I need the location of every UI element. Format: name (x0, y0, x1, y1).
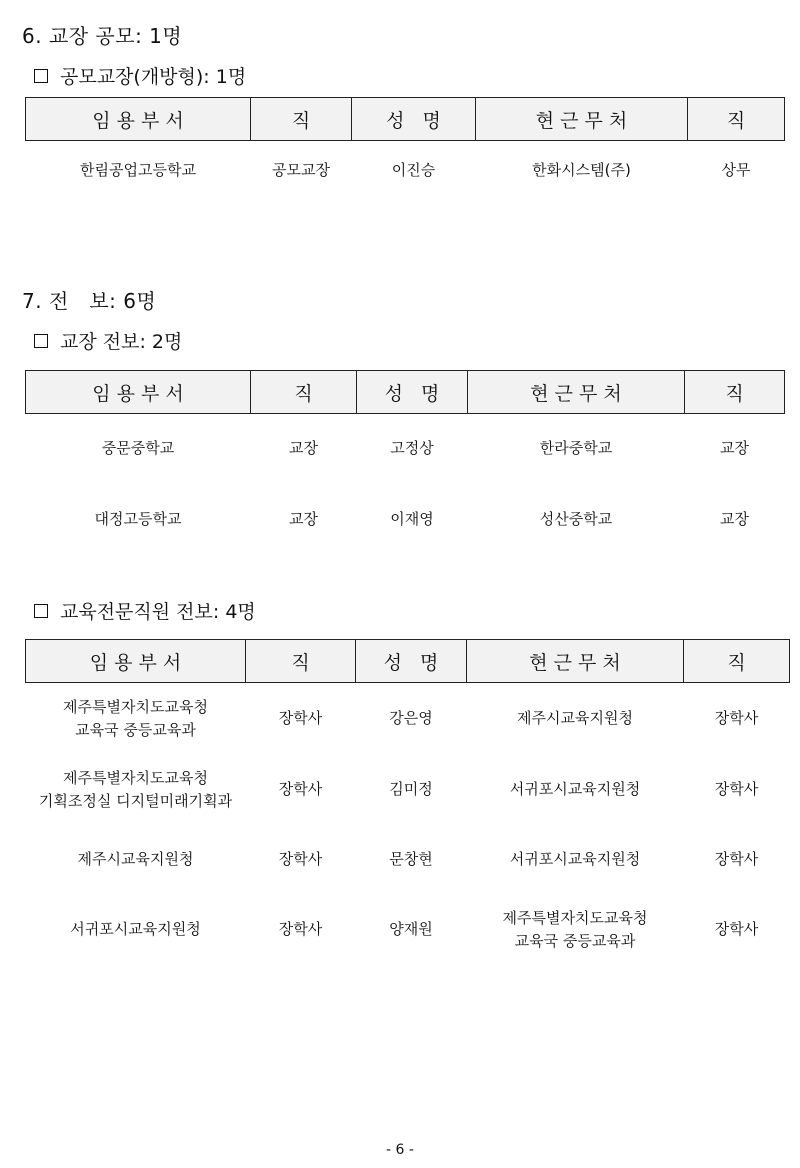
header-position: 직 (251, 98, 352, 141)
page-number: - 6 - (386, 1142, 414, 1158)
table-row (26, 755, 790, 825)
cell-current-office: 서귀포시교육지원청 (509, 780, 641, 798)
header-current-office: 현 근 무 처 (468, 371, 685, 414)
cell-name: 양재원 (389, 920, 433, 938)
cell-appointing-office: 제주시교육지원청 (77, 850, 194, 868)
table-row (26, 895, 790, 965)
header-appointing-office: 임 용 부 서 (26, 371, 251, 414)
table-row (26, 141, 785, 201)
section-7-subheading-staff (34, 597, 256, 624)
section-7-subheading-principal-text: 교장 전보: 2명 (60, 331, 183, 353)
cell-name: 이진승 (391, 161, 436, 180)
section-7-subheading-principal (34, 327, 182, 354)
header-current-position: 직 (688, 98, 785, 141)
table-row (26, 484, 785, 556)
header-current-position: 직 (685, 371, 785, 414)
section-6-subheading (34, 62, 246, 89)
cell-position: 장학사 (278, 709, 323, 728)
table-header-row (26, 371, 785, 414)
header-name: 성 명 (356, 640, 467, 683)
checkbox-square-icon (34, 604, 48, 618)
table-row (26, 683, 790, 755)
section-6-heading: 6. 교장 공모: 1명 (22, 24, 183, 48)
cell-position: 장학사 (278, 780, 323, 798)
checkbox-square-icon (34, 334, 48, 348)
cell-current-position: 교장 (720, 510, 749, 528)
cell-name: 김미정 (389, 780, 433, 798)
section-7-heading: 7. 전 보: 6명 (22, 289, 157, 313)
cell-current-position: 장학사 (714, 780, 759, 798)
cell-current-position: 장학사 (714, 850, 759, 868)
cell-appointing-office: 제주특별자치도교육청 교육국 중등교육과 (63, 697, 208, 739)
cell-appointing-office: 서귀포시교육지원청 (70, 920, 201, 938)
header-name: 성 명 (357, 371, 468, 414)
cell-name: 이재영 (390, 510, 434, 528)
header-position: 직 (246, 640, 356, 683)
table-header-row (26, 98, 785, 141)
cell-current-position: 장학사 (714, 920, 759, 938)
cell-current-office: 제주특별자치도교육청 교육국 중등교육과 (502, 908, 648, 950)
cell-name: 문창현 (389, 850, 433, 868)
table-row (26, 414, 785, 484)
section-7-subheading-staff-text: 교육전문직원 전보: 4명 (60, 601, 256, 623)
open-principal-table (25, 97, 785, 201)
cell-position: 공모교장 (272, 161, 330, 180)
principal-transfer-table (25, 370, 785, 556)
cell-current-office: 성산중학교 (539, 510, 613, 528)
cell-current-position: 상무 (721, 161, 751, 180)
header-current-office: 현 근 무 처 (476, 98, 688, 141)
cell-position: 장학사 (278, 920, 323, 938)
header-appointing-office: 임 용 부 서 (26, 98, 251, 141)
table-row (26, 825, 790, 895)
cell-name: 고정상 (390, 439, 434, 458)
cell-appointing-office: 한림공업고등학교 (80, 161, 196, 180)
cell-appointing-office: 중문중학교 (101, 439, 175, 458)
header-current-office: 현 근 무 처 (467, 640, 684, 683)
cell-current-position: 교장 (720, 439, 749, 458)
section-6-subheading-text: 공모교장(개방형): 1명 (60, 66, 247, 88)
header-name: 성 명 (352, 98, 476, 141)
cell-position: 장학사 (278, 850, 323, 868)
cell-current-position: 장학사 (714, 709, 759, 728)
header-position: 직 (251, 371, 357, 414)
cell-appointing-office: 제주특별자치도교육청 기획조정실 디지털미래기획과 (38, 768, 233, 810)
header-current-position: 직 (684, 640, 790, 683)
cell-current-office: 서귀포시교육지원청 (509, 850, 641, 868)
cell-current-office: 한라중학교 (539, 439, 613, 458)
cell-appointing-office: 대정고등학교 (94, 510, 182, 528)
checkbox-square-icon (34, 69, 48, 83)
cell-position: 교장 (289, 439, 318, 458)
cell-position: 교장 (289, 510, 318, 528)
cell-current-office: 한화시스템(주) (532, 161, 631, 180)
header-appointing-office: 임 용 부 서 (26, 640, 246, 683)
cell-current-office: 제주시교육지원청 (517, 709, 633, 728)
table-header-row (26, 640, 790, 683)
education-staff-transfer-table (25, 639, 790, 965)
cell-name: 강은영 (389, 709, 433, 728)
